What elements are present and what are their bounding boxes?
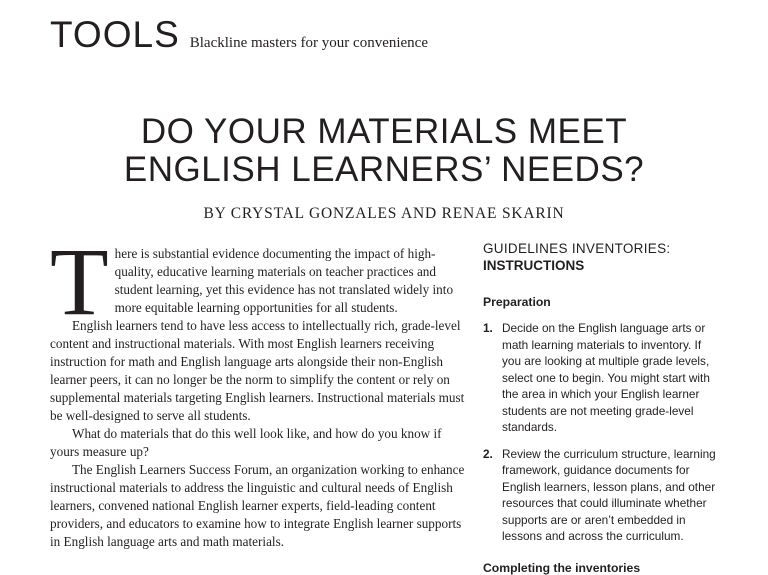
drop-cap: T (50, 228, 109, 335)
title-line-2: ENGLISH LEARNERS’ NEEDS? (123, 150, 645, 189)
article-title (0, 113, 768, 189)
step-number: 2. (483, 446, 493, 461)
paragraph-3: What do materials that do this well look like, and how do you know if yours measure up? (50, 426, 442, 459)
section-tagline: Blackline masters for your convenience (189, 35, 428, 51)
step-text: Decide on the English language arts or math learning materials to inventory. If you are looking at multiple grade levels, select one to begin. You might start with the area in which your English learner students are not meeting grade-level standards. (502, 321, 710, 434)
instructions-sidebar (483, 240, 723, 575)
article-body (50, 228, 470, 551)
section-header (50, 14, 428, 56)
step-item (483, 446, 723, 545)
byline: BY CRYSTAL GONZALES AND RENAE SKARIN (203, 205, 565, 222)
paragraph-1 (50, 228, 470, 335)
paragraph-1-text: here is substantial evidence documenting the impact of high-quality, educative learning materials on teacher practices and student learning, yet this evidence has not translated widely into more equitable learning opportunities for all students. (114, 246, 454, 315)
title-line-1: DO YOUR MATERIALS MEET (140, 112, 628, 151)
step-item (483, 320, 723, 436)
preparation-steps (483, 320, 723, 545)
sidebar-kicker: GUIDELINES INVENTORIES: (483, 241, 671, 256)
paragraph-2: English learners tend to have less access to intellectually rich, grade-level content and instructional materials. With most English learners receiving instruction for math and English language arts alongside their non-English learner peers, it can no longer be the norm to simplify the content or rely on supplemental materials targeting English learners. Instructional materials must be well-designed to serve all students. (50, 318, 465, 423)
sidebar-heading: INSTRUCTIONS (483, 258, 585, 273)
completing-heading: Completing the inventories (483, 560, 641, 575)
section-name: TOOLS (50, 14, 180, 55)
step-number: 1. (483, 321, 493, 335)
paragraph-4: The English Learners Success Forum, an organization working to enhance instructional materials to address the linguistic and cultural needs of English learners, convened national English learner experts, field-leading content providers, and educators to examine how to integrate English learner supports in English language arts and math materials. (50, 462, 465, 549)
preparation-heading: Preparation (483, 295, 551, 309)
step-text: Review the curriculum structure, learning framework, guidance documents for English learners, lesson plans, and other resources that could illuminate whether supports are or aren’t embedded in lessons and across the curriculum. (502, 446, 716, 543)
